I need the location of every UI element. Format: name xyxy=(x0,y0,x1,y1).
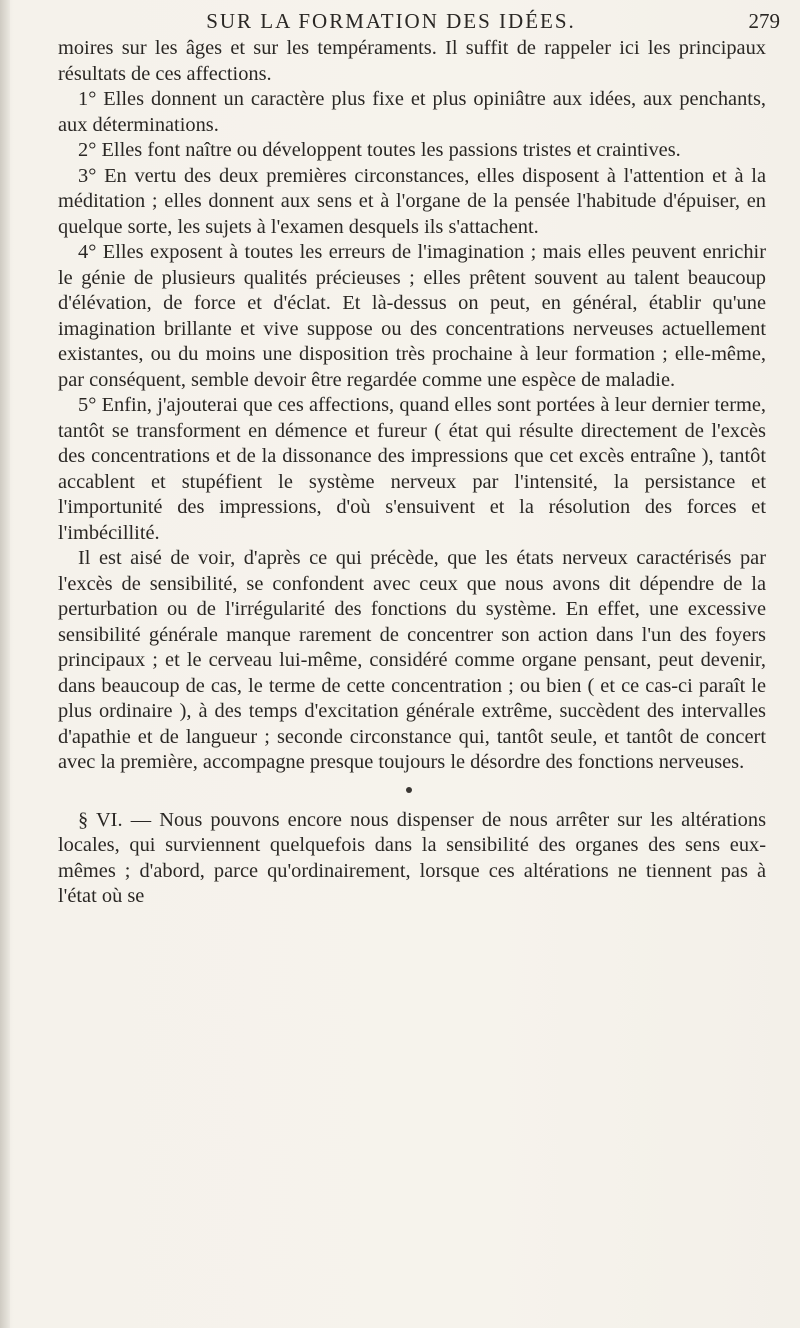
paragraph-item-5: 5° Enfin, j'ajouterai que ces affections, quand elles sont portées à leur dernier terme, tantôt se transforment en démence et fureur ( état qui résulte directement de l'excès des concentrations et de la dissonance des impressions que cet excès entraîne ), tantôt accablent et stupéfient le système nerveux par l'intensité, la persistance et l'importunité des impressions, d'où s'ensuivent et la résolution des forces et l'imbécillité. xyxy=(58,394,766,544)
paragraph-summary: Il est aisé de voir, d'après ce qui précède, que les états nerveux caractérisés par l'excès de sensibilité, se confondent avec ceux que nous avons dit dépendre de la perturbation ou de l'irrégularité des fonctions du système. En effet, une excessive sensibilité générale manque rarement de concentrer son action dans l'un des foyers principaux ; et le cerveau lui-même, considéré comme organe pensant, peut devenir, dans beaucoup de cas, le terme de cette concentration ; ou bien ( et ce cas-ci paraît le plus ordinaire ), à des temps d'excitation générale extrême, succèdent des intervalles d'apathie et de langueur ; seconde circonstance qui, tantôt seule, et tantôt de concert avec la première, accompagne presque toujours le désordre des fonctions nerveuses. xyxy=(58,547,766,773)
page-gutter-shadow xyxy=(0,0,10,1328)
page-header xyxy=(0,7,800,37)
paragraph-item-3: 3° En vertu des deux premières circonstances, elles disposent à l'attention et à la méditation ; elles donnent aux sens et à l'organe de la pensée l'habitude d'épuiser, en quelque sorte, les sujets à l'examen desquels ils s'attachent. xyxy=(58,164,766,238)
running-title: SUR LA FORMATION DES IDÉES. xyxy=(206,9,576,33)
paragraph-item-4: 4° Elles exposent à toutes les erreurs de l'imagination ; mais elles peuvent enrichir le génie de plusieurs qualités précieuses ; elles prêtent souvent au talent beaucoup d'élévation, de force et d'éclat. Et là-dessus on peut, en général, établir qu'une imagination brillante et vive suppose ou des concentrations nerveuses actuellement existantes, ou du moins une disposition très prochaine à leur formation ; elle-même, par conséquent, semble devoir être regardée comme une espèce de maladie. xyxy=(58,241,766,391)
paragraph-item-2: 2° Elles font naître ou développent toutes les passions tristes et craintives. xyxy=(78,139,681,161)
separator-dot xyxy=(406,787,412,793)
paragraph-item-1: 1° Elles donnent un caractère plus fixe et plus opiniâtre aux idées, aux penchants, aux déterminations. xyxy=(58,88,766,136)
paragraph-section-vi: § VI. — Nous pouvons encore nous dispenser de nous arrêter sur les altérations locales, qui surviennent quelquefois dans la sensibilité des organes des sens eux-mêmes ; d'abord, parce qu'ordinairement, lorsque ces altérations ne tiennent pas à l'état où se xyxy=(58,808,766,907)
page-number: 279 xyxy=(748,9,780,33)
paragraph-continuation: moires sur les âges et sur les tempéraments. Il suffit de rappeler ici les principaux résultats de ces affections. xyxy=(58,37,766,85)
body-text xyxy=(58,36,766,910)
section-separator xyxy=(58,776,766,808)
